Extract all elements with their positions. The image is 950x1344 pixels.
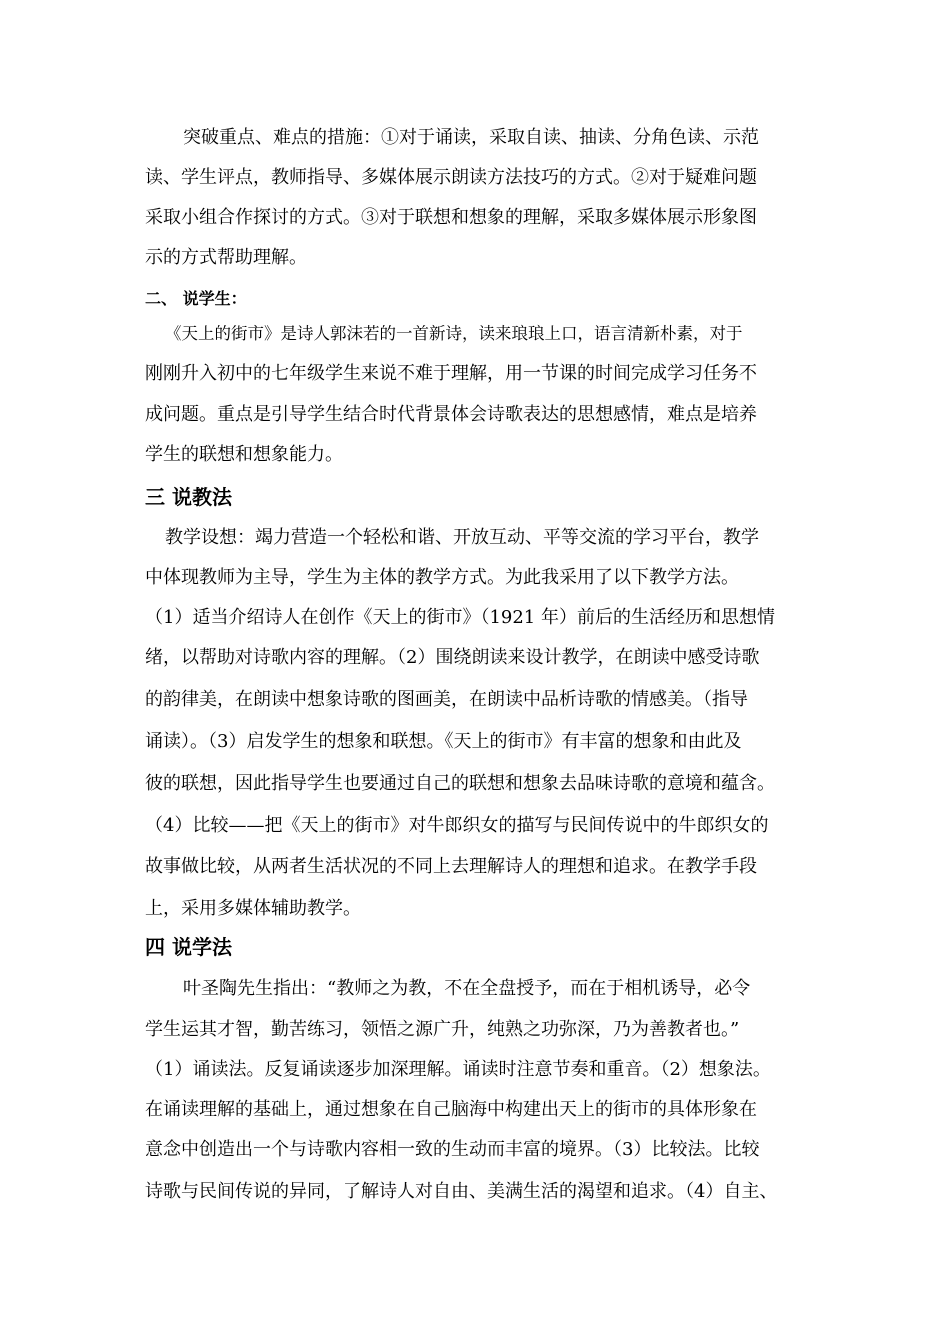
learning-heading: 四 说学法 [145, 935, 232, 959]
students-line-3: 成问题。重点是引导学生结合时代背景体会诗歌表达的思想感情，难点是培养 [145, 404, 757, 425]
methods-line-8: （4）比较——把《天上的街市》对牛郎织女的描写与民间传说中的牛郎织女的 [145, 815, 769, 836]
methods-line-2: 中体现教师为主导，学生为主体的教学方式。为此我采用了以下教学方法。 [145, 567, 739, 588]
methods-line-3: （1）适当介绍诗人在创作《天上的街市》（1921 年）前后的生活经历和思想情 [145, 607, 775, 628]
methods-line-4: 绪，以帮助对诗歌内容的理解。（2）围绕朗读来设计教学，在朗读中感受诗歌 [145, 647, 760, 668]
learning-line-6: 诗歌与民间传说的异同，了解诗人对自由、美满生活的渴望和追求。（4）自主、 [145, 1181, 778, 1202]
intro-line-4: 示的方式帮助理解。 [145, 247, 307, 268]
intro-line-1: 突破重点、难点的措施：①对于诵读，采取自读、抽读、分角色读、示范 [183, 127, 759, 148]
learning-line-1: 叶圣陶先生指出：“教师之为教，不在全盘授予，而在于相机诱导，必令 [183, 978, 751, 999]
methods-line-5: 的韵律美，在朗读中想象诗歌的图画美，在朗读中品析诗歌的情感美。（指导 [145, 689, 748, 710]
learning-line-5: 意念中创造出一个与诗歌内容相一致的生动而丰富的境界。（3）比较法。比较 [145, 1139, 760, 1160]
methods-heading: 三 说教法 [145, 485, 232, 509]
methods-line-10: 上，采用多媒体辅助教学。 [145, 898, 361, 919]
learning-line-3: （1）诵读法。反复诵读逐步加深理解。诵读时注意节奏和重音。（2）想象法。 [145, 1059, 771, 1080]
methods-line-7: 彼的联想，因此指导学生也要通过自己的联想和想象去品味诗歌的意境和蕴含。 [145, 773, 775, 794]
students-line-2: 刚刚升入初中的七年级学生来说不难于理解，用一节课的时间完成学习任务不 [145, 363, 757, 384]
methods-line-1: 教学设想：竭力营造一个轻松和谐、开放互动、平等交流的学习平台，教学 [165, 527, 759, 548]
students-heading: 二、 说学生： [145, 289, 247, 308]
methods-line-9: 故事做比较，从两者生活状况的不同上去理解诗人的理想和追求。在教学手段 [145, 856, 757, 877]
students-line-4: 学生的联想和想象能力。 [145, 444, 343, 465]
learning-line-2: 学生运其才智，勤苦练习，领悟之源广升，纯熟之功弥深，乃为善教者也。” [145, 1019, 740, 1040]
intro-line-3: 采取小组合作探讨的方式。③对于联想和想象的理解，采取多媒体展示形象图 [145, 207, 757, 228]
learning-line-4: 在诵读理解的基础上，通过想象在自己脑海中构建出天上的街市的具体形象在 [145, 1099, 757, 1120]
students-line-1: 《天上的街市》是诗人郭沫若的一首新诗，读来琅琅上口，语言清新朴素，对于 [165, 324, 743, 343]
methods-line-6: 诵读）。（3）启发学生的想象和联想。《天上的街市》有丰富的想象和由此及 [145, 731, 742, 752]
intro-line-2: 读、学生评点，教师指导、多媒体展示朗读方法技巧的方式。②对于疑难问题 [145, 167, 757, 188]
